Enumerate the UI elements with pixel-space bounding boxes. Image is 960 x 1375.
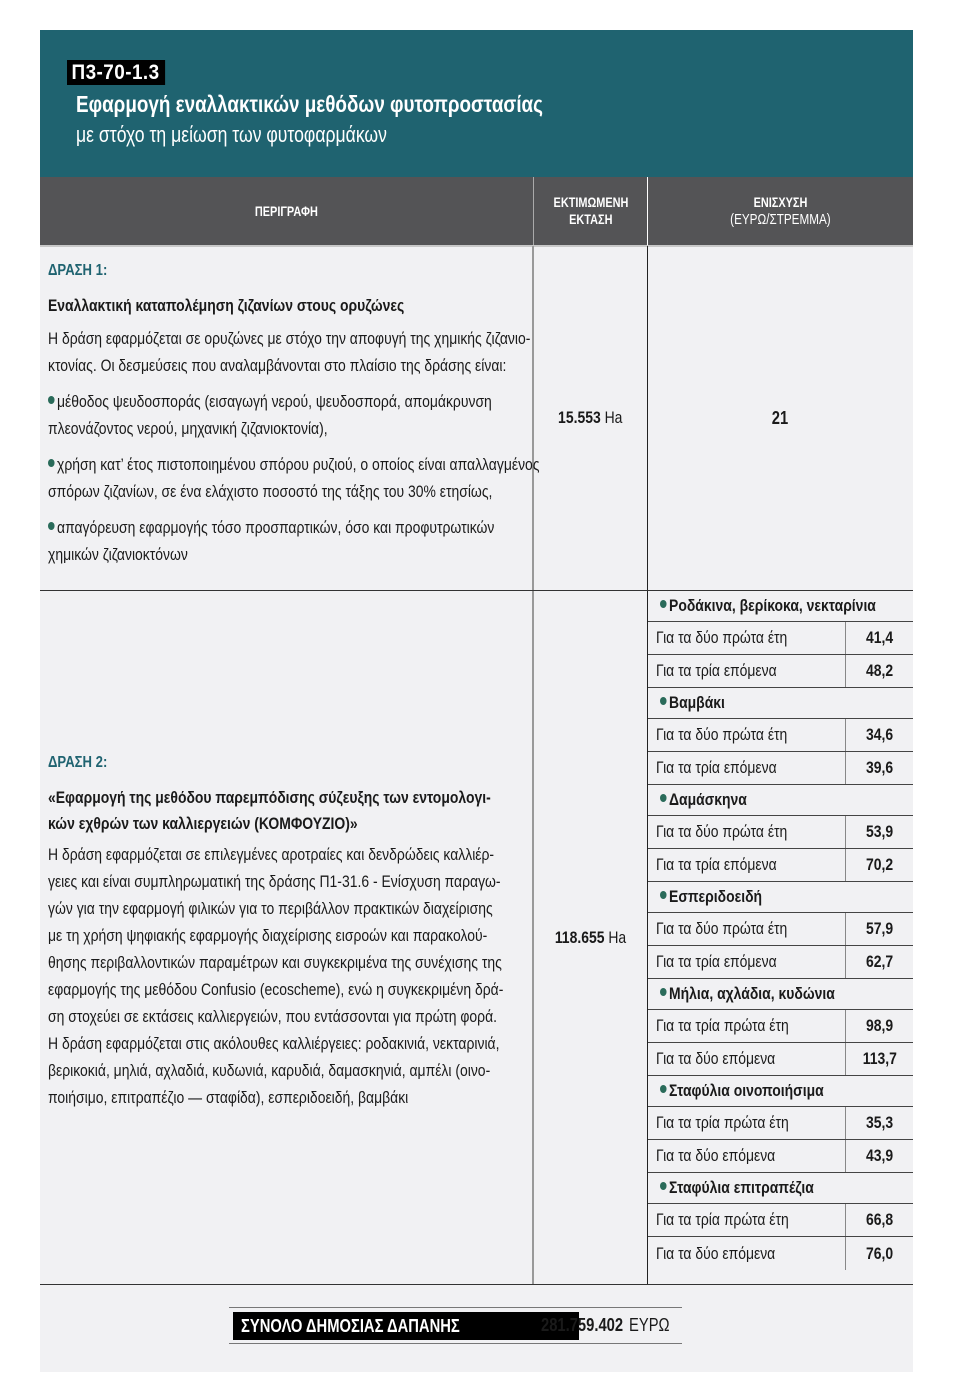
crop-aid-value [846, 622, 913, 654]
crop-period-label [648, 1140, 846, 1172]
crop-aid-value [846, 752, 913, 784]
crop-period-label [648, 913, 846, 945]
crop-aid-row [648, 913, 913, 946]
action-1-bullet [48, 451, 540, 505]
text-line: χρήση κατ’ έτος πιστοποιημένου σπόρου ρυζιού, ο οποίος είναι απαλλαγμένος [57, 455, 540, 474]
header-banner [40, 30, 913, 177]
crop-aid-value [846, 1107, 913, 1139]
crop-name: Σταφύλια επιτραπέζια [669, 1178, 814, 1197]
crop-group-header [648, 979, 913, 1010]
crop-aid-value [846, 719, 913, 751]
crop-period-text: Για τα τρία επόμενα [656, 855, 777, 874]
column-header-area-line2: ΕΚΤΑΣΗ [568, 211, 613, 227]
text-line: χημικών ζιζανιοκτόνων [48, 545, 188, 564]
crop-period-text: Για τα τρία επόμενα [656, 952, 777, 971]
action-1-area [534, 246, 648, 590]
crop-period-text: Για τα δύο επόμενα [656, 1049, 776, 1068]
crop-aid-value-text: 62,7 [865, 952, 894, 971]
bullet-icon [48, 396, 55, 404]
column-header-aid-line1: ΕΝΙΣΧΥΣΗ [753, 194, 808, 210]
action-2-description [40, 591, 534, 1284]
crop-aid-value-text: 39,6 [865, 758, 894, 777]
bullet-icon [660, 891, 667, 899]
crop-aid-row [648, 849, 913, 882]
action-1-aid [648, 246, 913, 590]
text-line: γειες και είναι συμπληρωματική της δράσης Π1-31.6 - Ενίσχυση παραγω- [48, 872, 501, 891]
crop-aid-row [648, 1140, 913, 1173]
action-1-area-unit: Ha [604, 408, 623, 427]
infographic-panel [40, 30, 913, 1372]
action-1-title: Εναλλακτική καταπολέμηση ζιζανίων στους ορυζώνες [48, 296, 405, 315]
measure-code-badge: Π3-70-1.3 [67, 60, 165, 85]
crop-aid-value-text: 76,0 [865, 1243, 894, 1263]
action-1-bullet [48, 514, 518, 568]
bullet-icon [48, 522, 55, 530]
action-1-bullet [48, 388, 518, 442]
column-header-area-line1: ΕΚΤΙΜΩΜΕΝΗ [553, 194, 628, 210]
text-line: «Εφαρμογή της μεθόδου παρεμπόδισης σύζευξης των εντομολογι- [48, 788, 491, 807]
column-header-aid-line2: (ΕΥΡΩ/ΣΤΡΕΜΜΑ) [730, 211, 831, 228]
text-line: απαγόρευση εφαρμογής τόσο προσπαρτικών, όσο και προφυτρωτικών [57, 518, 495, 537]
action-1-aid-value: 21 [772, 407, 789, 428]
total-label-badge [233, 1312, 579, 1340]
crop-name: Δαμάσκηνα [669, 790, 747, 809]
crop-period-text: Για τα τρία πρώτα έτη [656, 1210, 789, 1229]
crop-aid-value [846, 816, 913, 848]
crop-aid-value [846, 849, 913, 881]
crop-aid-row [648, 1204, 913, 1237]
bullet-icon [48, 459, 55, 467]
action-2-area-unit: Ha [608, 927, 627, 947]
crop-aid-value-text: 113,7 [862, 1049, 897, 1068]
crop-name: Ροδάκινα, βερίκοκα, νεκταρίνια [669, 596, 876, 615]
crop-group-header [648, 785, 913, 816]
bullet-icon [660, 600, 667, 608]
crop-aid-row [648, 1237, 913, 1270]
crop-name: Μήλια, αχλάδια, κυδώνια [669, 984, 835, 1003]
crop-name: Εσπεριδοειδή [669, 887, 763, 906]
text-line: κτονίας. Οι δεσμεύσεις που αναλαμβάνονται στο πλαίσιο της δράσης είναι: [48, 356, 507, 375]
crop-aid-value-text: 53,9 [865, 822, 894, 841]
crop-aid-value [846, 1010, 913, 1042]
text-line: βερικοκιά, μηλιά, αχλαδιά, κυδωνιά, καρυδιά, δαμασκηνιά, αμπέλι (οινο- [48, 1061, 491, 1080]
crop-aid-value-text: 48,2 [865, 661, 894, 680]
crop-aid-row [648, 622, 913, 655]
action-1-area-value: 15.553 [558, 408, 601, 427]
crop-period-text: Για τα δύο πρώτα έτη [656, 628, 788, 647]
crop-aid-value [846, 1043, 913, 1075]
total-unit-wrap [629, 1315, 678, 1336]
action-1-label: ΔΡΑΣΗ 1: [48, 262, 108, 279]
table-header [40, 177, 913, 247]
total-value-wrap [541, 1315, 641, 1336]
crop-period-text: Για τα τρία επόμενα [656, 758, 777, 777]
action-1-intro [48, 325, 531, 379]
crop-aid-value-text: 43,9 [865, 1146, 894, 1165]
column-header-description [40, 177, 534, 245]
bullet-icon [660, 794, 667, 802]
text-line: γών για την εφαρμογή φιλικών για το περιβάλλον πρακτικών διαχείρισης [48, 899, 493, 918]
crop-period-label [648, 655, 846, 687]
page-subtitle: με στόχο τη μείωση των φυτοφαρμάκων [76, 122, 387, 147]
total-public-expenditure [229, 1307, 682, 1344]
text-line: με τη χρήση ψηφιακής εφαρμογής διαχείρισης εισροών και παρακολού- [48, 926, 488, 945]
total-label: ΣΥΝΟΛΟ ΔΗΜΟΣΙΑΣ ΔΑΠΑΝΗΣ [241, 1315, 460, 1336]
crop-group-header [648, 882, 913, 913]
action-1-description [40, 246, 540, 590]
crop-aid-value [846, 1237, 913, 1270]
crop-group-header [648, 1076, 913, 1107]
action-2-label: ΔΡΑΣΗ 2: [48, 754, 108, 771]
action-2-area [534, 591, 648, 1284]
crop-aid-row [648, 1107, 913, 1140]
bullet-icon [660, 697, 667, 705]
text-line: ση στοχεύει σε εκτάσεις καλλιεργειών, που εντάσσονται για πρώτη φορά. [48, 1007, 498, 1026]
crop-aid-value-text: 98,9 [865, 1016, 894, 1035]
crop-period-label [648, 1043, 846, 1075]
column-header-area [534, 177, 648, 245]
crop-aid-row [648, 1043, 913, 1076]
crop-period-label [648, 849, 846, 881]
crop-period-label [648, 1107, 846, 1139]
crop-aid-row [648, 946, 913, 979]
crop-aid-row [648, 1010, 913, 1043]
crop-aid-value [846, 1204, 913, 1236]
crop-period-label [648, 946, 846, 978]
crop-period-text: Για τα δύο επόμενα [656, 1243, 776, 1263]
crop-aid-value [846, 913, 913, 945]
crop-aid-value-text: 57,9 [865, 919, 894, 938]
action-2-aid-table [648, 591, 913, 1284]
text-line: κών εχθρών των καλλιεργειών (ΚΟΜΦΟΥΖΙΟ)» [48, 814, 358, 833]
bullet-icon [660, 1182, 667, 1190]
text-line: θησης περιβαλλοντικών παραμέτρων και συγκεκριμένα της συνέχισης της [48, 953, 502, 972]
crop-aid-value [846, 1140, 913, 1172]
crop-group-header [648, 688, 913, 719]
crop-period-label [648, 1204, 846, 1236]
crop-group-header [648, 591, 913, 622]
crop-period-label [648, 816, 846, 848]
text-line: Η δράση εφαρμόζεται σε ορυζώνες με στόχο την αποφυγή της χημικής ζιζανιο- [48, 329, 531, 348]
crop-aid-row [648, 719, 913, 752]
table-row-action-2 [40, 591, 913, 1285]
crop-group-header [648, 1173, 913, 1204]
total-unit: ΕΥΡΩ [629, 1315, 670, 1335]
text-line: ποιήσιμο, επιτραπέζιο — σταφίδα), εσπεριδοειδή, βαμβάκι [48, 1088, 409, 1107]
crop-period-label [648, 622, 846, 654]
crop-aid-value-text: 66,8 [865, 1210, 894, 1229]
crop-aid-value-text: 35,3 [865, 1113, 894, 1132]
crop-aid-value [846, 946, 913, 978]
crop-period-label [648, 1010, 846, 1042]
bullet-icon [660, 988, 667, 996]
crop-name: Σταφύλια οινοποιήσιμα [669, 1081, 824, 1100]
table-row-action-1 [40, 246, 913, 591]
crop-period-text: Για τα τρία επόμενα [656, 661, 777, 680]
crop-aid-value-text: 70,2 [865, 855, 894, 874]
crop-period-text: Για τα δύο επόμενα [656, 1146, 776, 1165]
text-line: εφαρμογής της μεθόδου Confusio (ecoscheme), ενώ η συγκεκριμένη δρά- [48, 980, 504, 999]
crop-period-label [648, 719, 846, 751]
text-line: μέθοδος ψευδοσποράς (εισαγωγή νερού, ψευδοσπορά, απομάκρυνση [57, 392, 492, 411]
crop-period-text: Για τα τρία πρώτα έτη [656, 1113, 789, 1132]
crop-aid-value-text: 34,6 [865, 725, 894, 744]
crop-aid-row [648, 752, 913, 785]
action-2-area-value: 118.655 [554, 927, 605, 947]
crop-aid-value-text: 41,4 [865, 628, 894, 647]
crop-name: Βαμβάκι [669, 693, 725, 712]
text-line: σπόρων ζιζανίων, σε ένα ελάχιστο ποσοστό της τάξης του 30% ετησίως, [48, 482, 493, 501]
column-header-description-label: ΠΕΡΙΓΡΑΦΗ [255, 202, 318, 219]
column-header-aid [648, 177, 913, 245]
text-line: Η δράση εφαρμόζεται στις ακόλουθες καλλιέργειες: ροδακινιά, νεκταρινιά, [48, 1034, 500, 1053]
text-line: πλεονάζοντος νερού, μηχανική ζιζανιοκτονία), [48, 419, 328, 438]
crop-period-text: Για τα δύο πρώτα έτη [656, 822, 788, 841]
page-title: Εφαρμογή εναλλακτικών μεθόδων φυτοπροστασίας [76, 91, 543, 117]
crop-aid-row [648, 816, 913, 849]
bullet-icon [660, 1085, 667, 1093]
crop-aid-value [846, 655, 913, 687]
crop-period-text: Για τα τρία πρώτα έτη [656, 1016, 789, 1035]
crop-period-text: Για τα δύο πρώτα έτη [656, 919, 788, 938]
crop-period-label [648, 752, 846, 784]
crop-period-text: Για τα δύο πρώτα έτη [656, 725, 788, 744]
crop-period-label [648, 1237, 846, 1270]
action-2-title [48, 785, 518, 837]
action-2-body [48, 841, 518, 1111]
text-line: Η δράση εφαρμόζεται σε επιλεγμένες αροτραίες και δενδρώδεις καλλιέρ- [48, 845, 495, 864]
crop-aid-row [648, 655, 913, 688]
total-value: 281.759.402 [541, 1315, 624, 1335]
